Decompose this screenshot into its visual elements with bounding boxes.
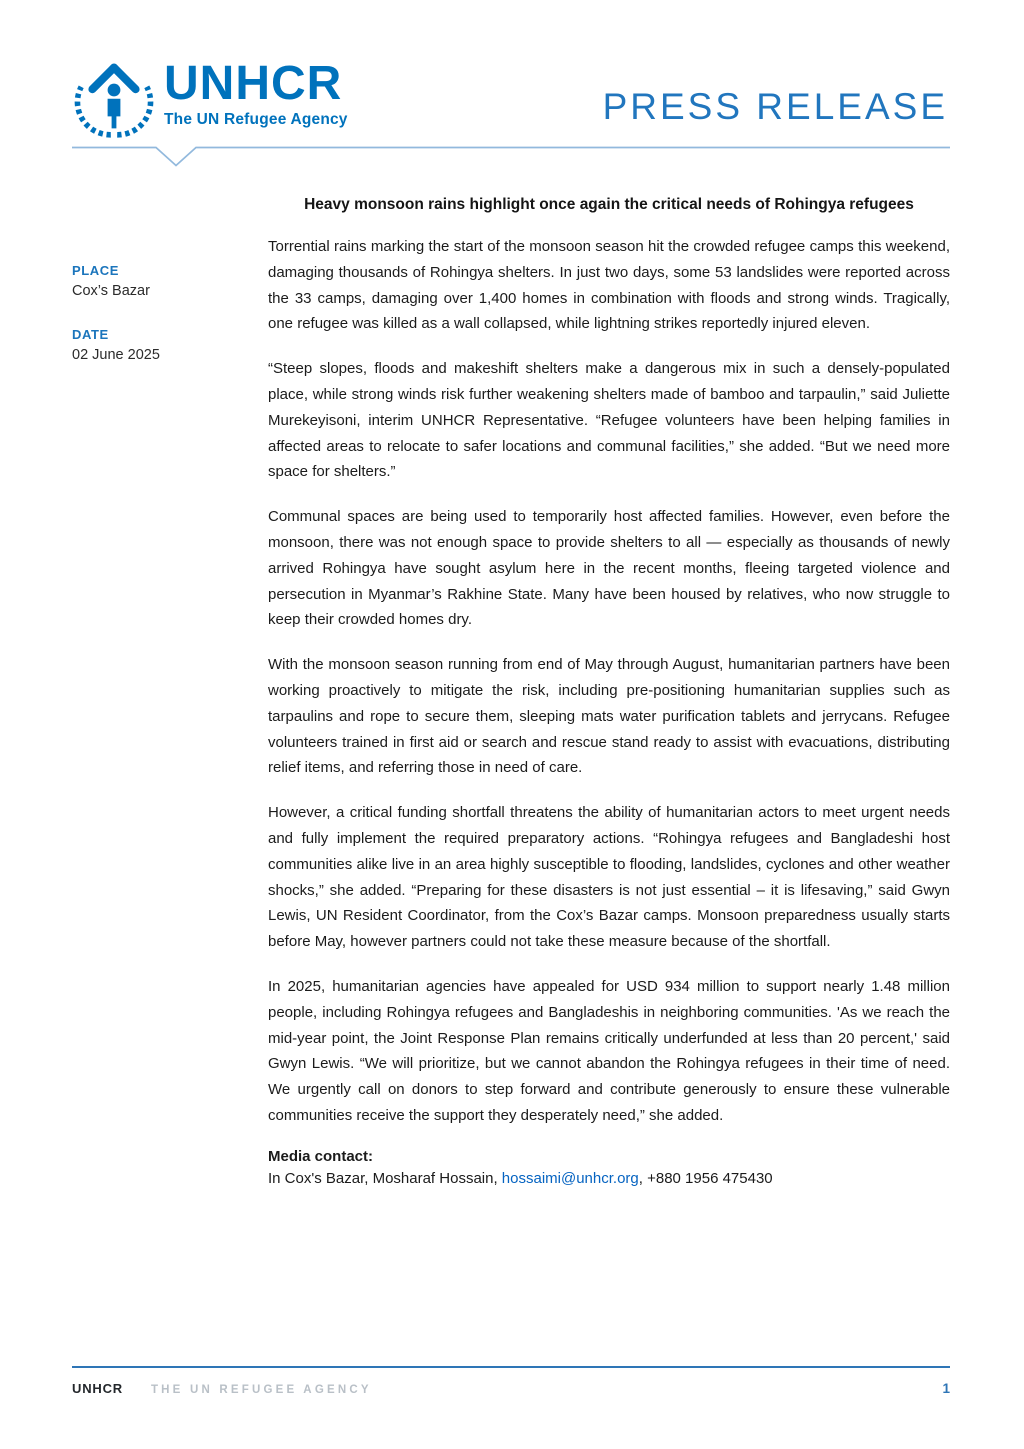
media-contact-line [268, 1167, 950, 1191]
contact-prefix: In Cox's Bazar, Mosharaf Hossain, [268, 1169, 502, 1187]
meta-sidebar [72, 195, 268, 1191]
article-title: Heavy monsoon rains highlight once again the critical needs of Rohingya refugees [304, 196, 914, 213]
header-divider [72, 146, 950, 172]
footer-tagline: THE UN REFUGEE AGENCY [150, 1384, 372, 1396]
logo-wordmark: UNHCR [164, 57, 343, 110]
paragraph-3: Communal spaces are being used to temporarily host affected families. However, even before the monsoon, there was not enough space to provide shelters to all — especially as thousands of newly arrived Rohingya have sought asylum here in the recent months, fleeing targeted violence and persecution in Myanmar’s Rakhine State. Many have been housed by relatives, who now struggle to keep their crowded homes dry. [268, 508, 950, 629]
paragraph-4: With the monsoon season running from end of May through August, humanitarian partners have been working proactively to mitigate the risk, including pre-positioning humanitarian supplies such as tarpaulins and rope to secure them, sleeping mats water purification tablets and jerrycans. Refugee volunteers trained in first aid or search and rescue stand ready to assist with evacuations, distributing relief items, and referring those in need of care. [268, 656, 950, 777]
paragraph-6: In 2025, humanitarian agencies have appealed for USD 934 million to support nearly 1.48 million people, including Rohingya refugees and Bangladeshis in neighboring communities. 'As we reach the mid-year point, the Joint Response Plan remains critically underfunded at less than 20 percent,' said Gwyn Lewis. “We will prioritize, but we cannot abandon the Rohingya refugees in their time of need. We urgently call on donors to step forward and contribute generously to ensure these vulnerable communities receive the support they desperately need,” she added. [268, 977, 950, 1124]
meta-date [72, 327, 268, 363]
contact-email-link[interactable]: hossaimi@unhcr.org [501, 1169, 639, 1187]
unhcr-logo [74, 58, 348, 138]
paragraph-2: “Steep slopes, floods and makeshift shelters make a dangerous mix in such a densely-populated place, while strong winds risk further weakening shelters made of bamboo and tarpaulin,” said Juliette Murekeyisoni, interim UNHCR Representative. “Refugee volunteers have been helping families in affected areas to relocate to safer locations and communal facilities,” she added. “But we need more space for shelters.” [268, 360, 950, 481]
paragraph-1: Torrential rains marking the start of the monsoon season hit the crowded refugee camps this weekend, damaging thousands of Rohingya shelters. In just two days, some 53 landslides were reported across the 33 camps, damaging over 1,400 homes in combination with floods and strong winds. Tragically, one refugee was killed as a wall collapsed, while lightning strikes reportedly injured eleven. [268, 238, 950, 333]
meta-place [72, 263, 268, 299]
contact-suffix: , +880 1956 475430 [638, 1169, 773, 1187]
masthead-title: PRESS RELEASE [602, 86, 948, 127]
paragraph-5: However, a critical funding shortfall threatens the ability of humanitarian actors to meet urgent needs and fully implement the required preparatory actions. “Rohingya refugees and Bangladeshi host communities alike live in an area highly susceptible to flooding, landslides, cyclones and other weather shocks,” she added. “Preparing for these disasters is not just essential – it is lifesaving,” said Gwyn Lewis, UN Resident Coordinator, from the Cox’s Bazar camps. Monsoon preparedness usually starts before May, however partners could not take these measure because of the shortfall. [268, 804, 950, 951]
media-contact-heading: Media contact: [268, 1147, 374, 1165]
page-footer [72, 1366, 950, 1396]
place-value: Cox’s Bazar [72, 283, 150, 299]
place-label: PLACE [72, 263, 120, 278]
page-number: 1 [942, 1381, 950, 1396]
footer-brand: UNHCR [72, 1381, 123, 1396]
date-value: 02 June 2025 [72, 347, 160, 363]
logo-text [164, 57, 348, 129]
date-label: DATE [72, 327, 109, 342]
article-body [268, 195, 950, 1191]
content-area [72, 195, 950, 1191]
unhcr-emblem-icon [74, 58, 154, 138]
logo-tagline: The UN Refugee Agency [164, 111, 348, 128]
